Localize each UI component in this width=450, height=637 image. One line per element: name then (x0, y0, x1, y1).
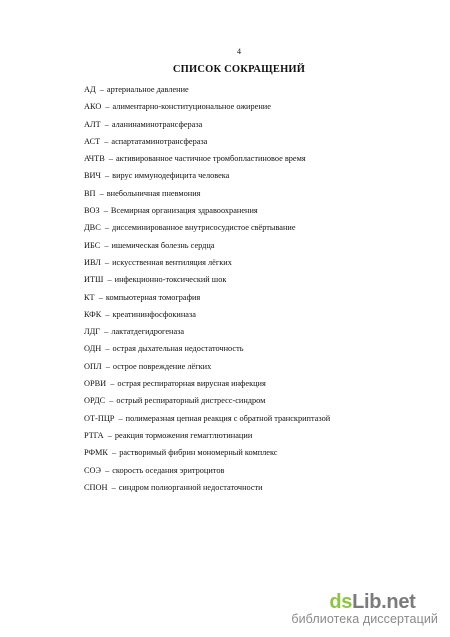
abbreviation-definition: полимеразная цепная реакция с обратной транскриптазой (125, 413, 331, 423)
abbreviation-row (84, 101, 424, 118)
abbreviation-row (84, 465, 424, 482)
abbreviation-term: ВП (84, 188, 96, 198)
abbreviation-term: АСТ (84, 136, 101, 146)
abbreviation-definition: лактатдегидрогеназа (111, 327, 185, 337)
abbreviation-dash: – (104, 136, 109, 146)
abbreviation-row (84, 170, 424, 187)
dslib-watermark-link[interactable] (291, 592, 438, 627)
abbreviation-dash: – (105, 344, 110, 354)
page-title: СПИСОК СОКРАЩЕНИЙ (172, 64, 306, 75)
watermark-tagline: библиотека диссертаций (291, 612, 438, 626)
abbreviation-definition: острый респираторный дистресс-синдром (116, 396, 266, 406)
abbreviation-row (84, 222, 424, 239)
logo-net-text: .net (381, 591, 416, 613)
abbreviation-row (84, 395, 424, 412)
abbreviation-dash: – (108, 154, 113, 164)
page-number: 4 (237, 47, 241, 56)
logo-lib-text: Lib (352, 591, 382, 613)
abbreviation-dash: – (107, 275, 112, 285)
abbreviation-dash: – (105, 361, 110, 371)
abbreviation-dash: – (104, 240, 109, 250)
abbreviation-row (84, 378, 424, 395)
abbreviation-definition: артериальное давление (106, 85, 189, 94)
abbreviation-dash: – (107, 430, 112, 440)
abbreviation-definition: внебольничная пневмония (106, 188, 201, 198)
abbreviation-row (84, 257, 424, 274)
abbreviation-definition: алиментарно-конституциональное ожирение (112, 102, 271, 112)
abbreviation-definition: инфекционно-токсический шок (114, 275, 227, 285)
abbreviation-term: АЧТВ (84, 154, 105, 164)
abbreviation-term: АЛТ (84, 119, 101, 129)
abbreviation-definition: активированное частичное тромбопластиновое время (115, 154, 306, 164)
abbreviation-row (84, 343, 424, 360)
abbreviation-row (84, 188, 424, 205)
abbreviation-definition: диссеминированное внутрисосудистое свёртывание (111, 223, 296, 233)
abbreviation-dash: – (118, 413, 123, 423)
abbreviation-definition: аланинаминотрансфераза (111, 119, 203, 129)
abbreviation-row (84, 482, 424, 499)
dslib-logo (291, 592, 438, 612)
abbreviation-dash: – (105, 171, 110, 181)
abbreviation-definition: скорость оседания эритроцитов (112, 465, 225, 475)
abbreviation-dash: – (105, 309, 110, 319)
abbreviation-definition: синдром полиорганной недостаточности (118, 482, 263, 492)
abbreviation-term: ОРДС (84, 396, 106, 406)
abbreviation-definition: ишемическая болезнь сердца (111, 240, 215, 250)
abbreviation-definition: растворимый фибрин мономерный комплекс (119, 448, 278, 458)
abbreviation-term: РТГА (84, 430, 104, 440)
abbreviation-term: АД (84, 85, 96, 94)
abbreviation-row (84, 447, 424, 464)
abbreviation-term: ОДН (84, 344, 102, 354)
abbreviation-term: ДВС (84, 223, 101, 233)
abbreviation-term: ОРВИ (84, 379, 107, 389)
abbreviation-row (84, 430, 424, 447)
abbreviation-dash: – (104, 327, 109, 337)
abbreviation-dash: – (104, 223, 109, 233)
abbreviation-dash: – (109, 396, 114, 406)
abbreviation-row (84, 292, 424, 309)
abbreviation-term: СПОН (84, 482, 108, 492)
abbreviation-dash: – (98, 292, 103, 302)
abbreviation-dash: – (104, 257, 110, 267)
abbreviation-term: СОЭ (84, 465, 102, 475)
abbreviation-row (84, 136, 424, 153)
abbreviation-definition: искусственная вентиляция лёгких (112, 257, 232, 267)
abbreviation-row (84, 119, 424, 136)
abbreviation-dash: – (103, 206, 108, 216)
abbreviation-term: ОПЛ (84, 361, 102, 371)
abbreviation-row (84, 274, 424, 291)
abbreviation-definition: острая респираторная вирусная инфекция (117, 379, 266, 389)
abbreviation-dash: – (99, 85, 104, 94)
abbreviation-term: КФК (84, 309, 102, 319)
abbreviation-term: ВИЧ (84, 171, 101, 181)
abbreviation-row (84, 326, 424, 343)
abbreviation-list (84, 84, 424, 499)
abbreviation-definition: аспартатаминотрансфераза (111, 136, 208, 146)
abbreviation-term: АКО (84, 102, 102, 112)
abbreviation-definition: Всемирная организация здравоохранения (110, 206, 258, 216)
abbreviation-dash: – (112, 448, 117, 458)
abbreviation-definition: острое повреждение лёгких (112, 361, 212, 371)
abbreviation-definition: компьютерная томография (105, 292, 201, 302)
abbreviation-term: ИВЛ (84, 257, 101, 267)
logo-ds-text: ds (329, 591, 353, 613)
abbreviation-row (84, 361, 424, 378)
abbreviation-term: РФМК (84, 448, 108, 458)
abbreviation-term: КТ (84, 292, 95, 302)
abbreviation-row (84, 205, 424, 222)
abbreviation-dash: – (111, 482, 116, 492)
abbreviation-dash: – (105, 102, 110, 112)
abbreviation-term: ИБС (84, 240, 101, 250)
abbreviation-definition: вирус иммунодефицита человека (112, 171, 230, 181)
abbreviation-row (84, 84, 424, 101)
abbreviation-definition: креатининфосфокиназа (112, 309, 196, 319)
abbreviation-term: ЛДГ (84, 327, 101, 337)
abbreviation-term: ОТ-ПЦР (84, 413, 115, 423)
abbreviation-term: ВОЗ (84, 206, 100, 216)
abbreviation-row (84, 240, 424, 257)
abbreviation-dash: – (104, 119, 109, 129)
abbreviation-term: ИТШ (84, 275, 104, 285)
abbreviation-dash: – (105, 465, 110, 475)
abbreviation-row (84, 413, 424, 430)
abbreviation-row (84, 309, 424, 326)
abbreviation-definition: острая дыхательная недостаточность (112, 344, 244, 354)
abbreviation-definition: реакция торможения гемагглютинации (114, 430, 253, 440)
abbreviation-dash: – (110, 379, 115, 389)
abbreviation-dash: – (99, 188, 104, 198)
abbreviation-row (84, 153, 424, 170)
